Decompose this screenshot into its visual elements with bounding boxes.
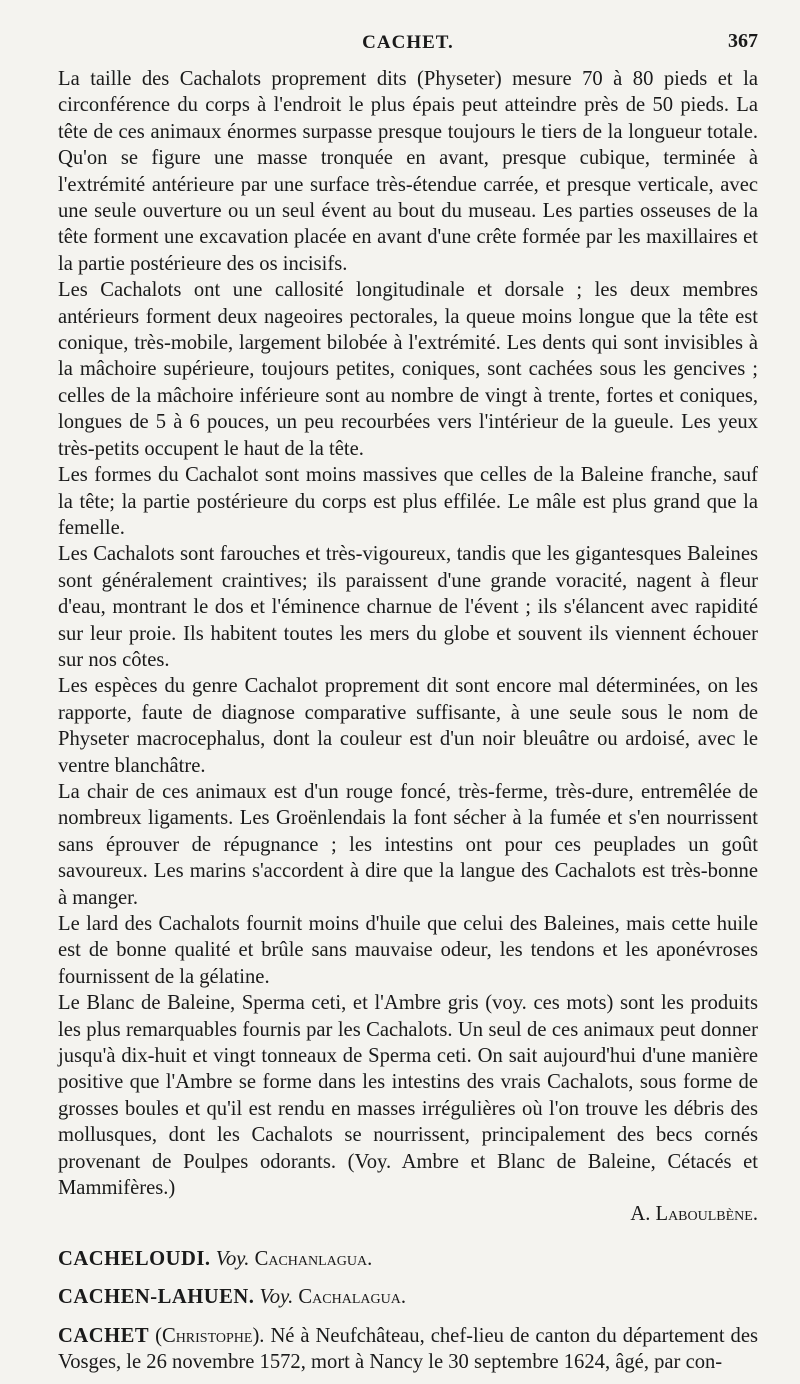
entry-headword: CACHEN-LAHUEN.	[58, 1286, 255, 1309]
entry-target: Cachalagua.	[298, 1286, 406, 1309]
running-title: CACHET.	[362, 32, 454, 53]
entry-crossref: Voy.	[215, 1247, 250, 1270]
paragraph: La chair de ces animaux est d'un rouge foncé, très-ferme, très-dure, entremêlée de nombreux ligaments. Les Groënlendais la font sécher à la fumée et s'en nourrissent sans éprouver de répugnance ; les intestins ont pour ces peuplades un goût savoureux. Les marins s'accordent à dire que la langue des Cachalots est très-bonne à manger.	[58, 780, 758, 909]
page-header	[58, 28, 758, 58]
entry-headword: CACHELOUDI.	[58, 1247, 211, 1270]
paragraph: La taille des Cachalots proprement dits (Physeter) mesure 70 à 80 pieds et la circonférence du corps à l'endroit le plus épais peut atteindre près de 50 pieds. La tête de ces animaux énormes surpasse presque toujours le tiers de la longueur totale. Qu'on se figure une masse tronquée en avant, presque cubique, terminée à l'extrémité antérieure par une surface très-étendue carrée, et presque verticale, avec une seule ouverture ou un seul évent au bout du museau. Les parties osseuses de la tête forment une excavation placée en avant d'une crête formée par les maxillaires et la partie postérieure des os incisifs.	[58, 68, 758, 275]
entry-crossref: Voy.	[259, 1286, 294, 1309]
dictionary-entry	[58, 1284, 758, 1310]
dictionary-entry	[58, 1323, 758, 1376]
entry-subhead: (Christophe).	[155, 1324, 265, 1347]
paragraph: Les formes du Cachalot sont moins massives que celles de la Baleine franche, sauf la tête; la partie postérieure du corps est plus effilée. Le mâle est plus grand que la femelle.	[58, 464, 758, 539]
paragraph: Les Cachalots sont farouches et très-vigoureux, tandis que les gigantesques Baleines sont généralement craintives; ils paraissent d'une grande voracité, nagent à fleur d'eau, montrant le dos et l'éminence charnue de l'évent ; ils s'élancent avec rapidité sur leur proie. Ils habitent toutes les mers du globe et souvent ils viennent échouer sur nos côtes.	[58, 543, 758, 671]
spacer	[58, 1311, 758, 1323]
dictionary-entry	[58, 1246, 758, 1272]
entry-text: Né à Neufchâteau, chef-lieu de canton du département des Vosges, le 26 novembre 1572, mort à Nancy le 30 septembre 1624, âgé, par con-	[58, 1324, 758, 1374]
paragraph: Les Cachalots ont une callosité longitudinale et dorsale ; les deux membres antérieurs forment deux nageoires pectorales, la queue moins longue que la tête est conique, très-mobile, largement bilobée à l'extrémité. Les dents qui sont invisibles à la mâchoire supérieure, toujours petites, coniques, sont cachées sous les gencives ; celles de la mâchoire inférieure sont au nombre de vingt à trente, fortes et coniques, longues de 5 à 6 pouces, un peu recourbées vers l'intérieur de la gueule. Les yeux très-petits occupent le haut de la tête.	[58, 279, 758, 460]
article-body	[58, 66, 758, 1228]
page-number: 367	[728, 30, 758, 52]
paragraph: Le Blanc de Baleine, Sperma ceti, et l'Ambre gris (voy. ces mots) sont les produits les plus remarquables fournis par les Cachalots. Un seul de ces animaux peut donner jusqu'à dix-huit et vingt tonneaux de Sperma ceti. On sait aujourd'hui d'une manière positive que l'Ambre se forme dans les intestins des vrais Cachalots, sous forme de grosses boules et qu'il est rendu en masses irrégulières où l'on trouve les débris des mollusques, dont les Cachalots se nourrissent, principalement des becs cornés provenant de Poulpes odorants. (Voy. Ambre et Blanc de Baleine, Cétacés et Mammifères.)	[58, 992, 758, 1200]
spacer	[58, 1272, 758, 1278]
paragraph: Le lard des Cachalots fournit moins d'huile que celui des Baleines, mais cette huile est de bonne qualité et brûle sans mauvaise odeur, les tendons et les aponévroses fournissent de la gélatine.	[58, 913, 758, 988]
entry-target: Cachanlagua.	[254, 1247, 373, 1270]
entry-headword: CACHET	[58, 1324, 150, 1347]
paragraph: Les espèces du genre Cachalot proprement dit sont encore mal déterminées, on les rapporte, faute de diagnose comparative suffisante, à une seule sous le nom de Physeter macrocephalus, dont la couleur est d'un noir bleuâtre ou ardoisé, avec le ventre blanchâtre.	[58, 675, 758, 777]
signature-line	[58, 1201, 758, 1227]
author-signature: A. Laboulbène.	[630, 1203, 758, 1226]
spacer	[58, 1228, 758, 1240]
